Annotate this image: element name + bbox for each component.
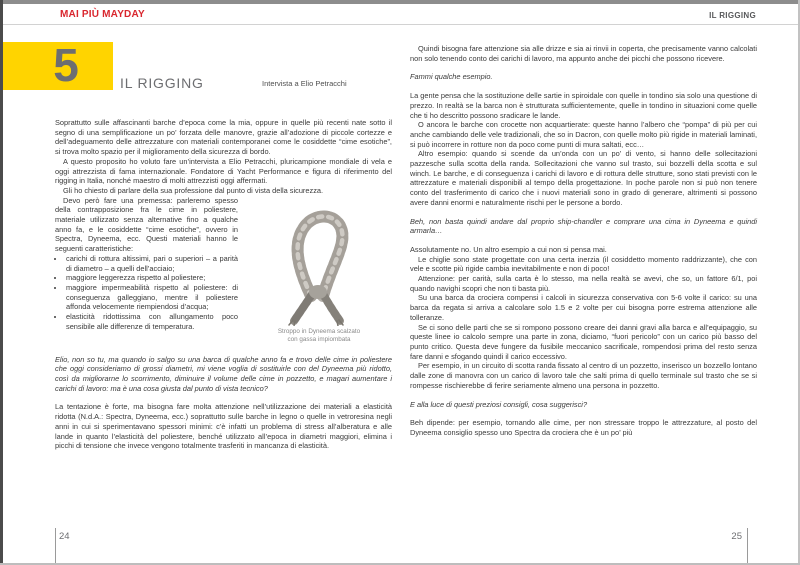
interview-answer: La tentazione è forte, ma bisogna fare molta attenzione nell’utilizzazione dei materiali a elasticità ridotta (N.d.A.: Spectra, Dyneema, ecc.) soprattutto sulle barche in legno o quelle in vetroresina negli anni in cui si sperimentavano spessori minimi: c’è infatti un problema di stress all’alberatura e alle lande in quanto l’elasticità del poliestere, benché utilizzato all’epoca in diametri maggiori, elimina i picchi di tensione che invece vengono totalmente trasferiti in mancanza di elasticità. bbox=[55, 402, 392, 451]
interview-question: Fammi qualche esempio. bbox=[410, 72, 493, 82]
spread-frame-top bbox=[0, 0, 800, 4]
chapter-title: IL RIGGING bbox=[120, 75, 204, 91]
left-page-body bbox=[55, 118, 392, 451]
chapter-number-box bbox=[3, 39, 113, 91]
list-item: • maggiore impermeabilità rispetto al poliestere: di conseguenza galleggiano, mentre il poliestere affonda velocemente riempiendosi d’acqua; bbox=[65, 283, 392, 312]
page-number-left: 24 bbox=[59, 531, 70, 542]
body-paragraph: Devo però fare una premessa: parleremo spesso della contrapposizione fra le cime in poliestere, materiale utilizzato senza alternative fino a qualche anno fa, e le cosiddette “cime esotiche”, ovvero in Spectra, Dyneema, ecc. Questi materiali hanno le seguenti caratteristiche: bbox=[55, 195, 238, 254]
rope-figure bbox=[246, 200, 392, 344]
body-paragraph: Quindi bisogna fare attenzione sia alle drizze e sia ai rinvii in coperta, che precisamente vanno calcolati non solo tenendo conto dei carichi di lavoro, ma appunto anche dei picchi che possono ricevere. bbox=[410, 44, 757, 63]
interview-question: Beh, non basta quindi andare dal proprio ship-chandler e comprare una cima in Dyneema e quindi armarla… bbox=[410, 216, 757, 236]
body-paragraph: Su una barca da crociera compensi i calcoli in sicurezza conservativa con 5-6 volte il carico: su una barca da regata si arriva a calcolare solo 1.5 e 2 volte per cui bisogna porre estrema attenzione alle tolleranze. bbox=[410, 293, 757, 322]
interview-answer: La gente pensa che la sostituzione delle sartie in spiroidale con quelle in tondino sia solo una questione di prezzo. In realtà se la barca non è strutturata sufficientemente, quelle in tondino in situazioni come quelle che ti ho descritto possono sradicare le lande. bbox=[410, 91, 757, 120]
body-paragraph: Le chiglie sono state progettate con una certa inerzia (il cosiddetto momento raddrizzante), che con vele e scotte più rigide cambia inevitabilmente e non di poco! bbox=[410, 254, 757, 274]
body-paragraph: Attenzione: per carità, sulla carta è lo stesso, ma nella realtà se avevi, che so, un fattore 6/1, poi quando navighi scopri che non ti basta più. bbox=[410, 274, 757, 293]
body-paragraph: Soprattutto sulle affascinanti barche d’epoca come la mia, oppure in quelle più recenti nate sotto il segno di una semplificazione un po’ forzata delle manovre, grazie all’adozione di piccole cortezze e dell’adeguamento delle attrezzature con materiali contemporanei come le cosiddette “cime esotiche”, si trova molto spazio per il miglioramento della sicurezza di bordo. bbox=[55, 118, 392, 157]
figure-caption: Stroppo in Dyneema scalzato con gassa impiombata bbox=[277, 327, 361, 343]
body-paragraph: A questo proposito ho voluto fare un’intervista a Elio Petracchi, pluricampione mondiale di vela e oggi attrezzista di fama internazionale. Fondatore di Yacht Performance e figura di riferimento del rigging in Italia, nonché maestro di molti attrezzisti oggi affermati. bbox=[55, 156, 392, 186]
list-item: • carichi di rottura altissimi, pari o superiori – a parità di diametro – a quelli dell’acciaio; bbox=[65, 254, 392, 273]
header-rule bbox=[3, 24, 798, 25]
list-item: • elasticità ridottissima con allungamento poco sensibile alle differenze di temperatura. bbox=[65, 312, 392, 331]
interview-question: E alla luce di questi preziosi consigli, cosa suggerisci? bbox=[410, 399, 588, 409]
list-item: • maggiore leggerezza rispetto al poliestere; bbox=[65, 273, 392, 283]
dyneema-strop-image bbox=[250, 200, 388, 326]
folio-rule-left bbox=[55, 528, 56, 563]
interview-answer: Assolutamente no. Un altro esempio a cui non si pensa mai. bbox=[410, 244, 607, 254]
running-head-left: MAI PIÙ MAYDAY bbox=[60, 9, 145, 20]
body-paragraph: Se ci sono delle parti che se si rompono possono creare dei danni gravi alla barca e all’equipaggio, su queste linee io calcolo sempre una parte in zona, diciamo, “fuori pericolo” con un carico più basso del punto critico. Questa deve fungere da fusibile meccanico sacrificale, rompendosi prima del resto senza fare danni e sfogando quindi il carico eccessivo. bbox=[410, 322, 757, 361]
right-page-body bbox=[410, 44, 757, 438]
interview-answer: Beh dipende: per esempio, tornando alle cime, per non stressare troppo le attrezzature, al posto del Dyneema consiglio spesso uno Spectra da crociera che è un po’ più bbox=[410, 418, 757, 437]
body-paragraph: Gli ho chiesto di parlare della sua professione dal punto di vista della sicurezza. bbox=[63, 185, 324, 195]
body-paragraph: Altro esempio: quando si scende da un’onda con un po’ di vento, si hanno delle sollecitazioni pazzesche sulla scotta della randa. Sollecitazioni che vanno sul trasto, sui bozzelli della scotta e sul winch. Le barche, e di conseguenza i carichi di lavoro e di rottura delle strutture, sono stati previsti con le attrezzature e materiali disponibili al tempo della progettazione. In poche parole non si può non tenere conto del trasferimento di carico che i nuovi materiali sono in grado di generare, altrimenti si possono avere danni enormi e naturalmente rischi per le persone a bordo. bbox=[410, 149, 757, 207]
body-paragraph: O ancora le barche con crocette non acquartierate: queste hanno l’albero che “pompa” di più per cui anche cambiando delle vele tradizionali, che so in Dacron, con quelle molto più rigide in materiali laminati, si può incorrere in rotture non da poco come punti di mura saltati, ecc… bbox=[410, 120, 757, 149]
chapter-subtitle: Intervista a Elio Petracchi bbox=[262, 79, 347, 88]
chapter-number: 5 bbox=[53, 39, 79, 91]
interview-question: Elio, non so tu, ma quando io salgo su una barca di qualche anno fa e trovo delle cime in poliestere che oggi consideriamo di grossi diametri, mi viene voglia di sostituirle con del Dyneema più ridotto, così da migliorarne lo scorrimento, diminuire il volume delle cime in pozzetto, e magari aumentare i carichi di lavoro: ma è una cosa giusta dal punto di vista tecnico? bbox=[55, 354, 392, 393]
running-head-right: IL RIGGING bbox=[709, 11, 756, 20]
body-paragraph: Per esempio, in un circuito di scotta randa fissato al centro di un pozzetto, inserisco un bozzello lontano dalle zone di manovra con un carico di lavoro tale che salti prima di quello terminale sul trasto che se si rompesse rischierebbe di ferire seriamente almeno una persona in pozzetto. bbox=[410, 361, 757, 390]
page-number-right: 25 bbox=[731, 531, 742, 542]
folio-rule-right bbox=[747, 528, 748, 563]
